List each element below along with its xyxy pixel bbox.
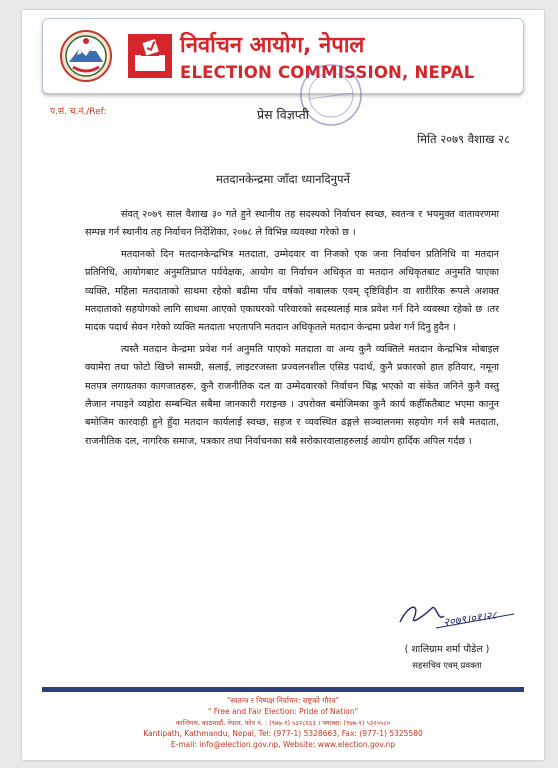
handwritten-signature	[396, 596, 516, 636]
paragraph: मतदानको दिन मतदानकेन्द्रभित्र मतदाता, उम्मेदवार वा निजको एक जना निर्वाचन प्रतिनिधि वा मतदान प्रतिनिधि, आयोगबाट अनुमतिप्राप्त पर्यवेक्षक, आयोग वा निर्वाचन अधिकृत वा मतदान अधिकृतबाट अनुमति पाएका व्यक्ति, महिला मतदाताको साथमा रहेको बढीमा पाँच वर्षको नाबालक एवम् दृष्टिविहीन वा शारीरिक रूपले अशक्त मतदाताको सहयोगको लागि साथमा आएको एकाघरको परिवारको सदस्यलाई मात्र प्रवेश गर्न दिने व्यवस्था रहेको छ ।तर मादक पदार्थ सेवन गरेको व्यक्ति मतदाता भएतापनि मतदान अधिकृतले मतदान केन्द्रमा प्रवेश गर्न दिनु हुदैन ।	[85, 248, 499, 334]
document-title: प्रेस विज्ञप्ती	[257, 107, 309, 122]
subject-heading: मतदानकेन्द्रमा जाँदा ध्यानदिनुपर्ने	[216, 172, 350, 186]
signatory-name: ( शालिग्राम शर्मा पौडेल )	[404, 644, 490, 655]
body-text	[85, 206, 499, 454]
date-line: मिति २०७९ वैशाख २८	[417, 132, 510, 146]
footer-address-english: Kantipath, Kathmandu, Nepal, Tel: (977-1) 5328663, Fax: (977-1) 5325580	[143, 729, 423, 738]
footer-divider	[42, 687, 524, 692]
paragraph: त्यस्तै मतदान केन्द्रमा प्रवेश गर्न अनुमति पाएको मतदाता वा अन्य कुनै व्यक्तिले मतदान केन्द्रभित्र मोबाइल क्यामेरा तथा फोटो खिच्ने सामग्री, सलाई, लाइटरजस्ता प्रज्वलनशील एसिड पदार्थ, कुनै प्रकारको हात हतियार, नमूना मतपत्र लगायतका कागजातहरू, कुनै राजनीतिक दल वा उम्मेदवारको निर्वाचन चिह्न भएको वा संकेत जनिने कुनै वस्तु लैजान नपाइने व्यहोरा सम्बन्धित सबैमा जानकारी गराइन्छ । उपरोक्त बमोजिमका कुनै कार्य कहीँकतैबाट भएमा कानुन बमोजिम कारवाही हुने हुँदा मतदान कार्यलाई स्वच्छ, सहज र व्यवस्थित ढङ्गले सञ्चालनमा सहयोग गर्न सबै मतदाता, राजनीतिक दल, नागरिक समाज, पत्रकार तथा निर्वाचनका सबै सरोकारवालाहरुलाई आयोग हार्दिक अपिल गर्दछ ।	[85, 343, 499, 447]
signatory-title: सहसचिव एवम् प्रवक्ता	[412, 661, 482, 671]
footer-motto-english: " Free and Fair Election: Pride of Nation"	[207, 707, 359, 716]
footer-address-nepali: कान्तिपथ, काठमाडौं, नेपाल, फोन नं. : (९७७-१) ५३२८६६३ । फ्याक्स: (९७७-१) ५३२५५८०	[175, 719, 391, 727]
reference-number-label: प.सं. च.नं./Ref:	[50, 107, 107, 117]
svg-text:२०७९।०१।२८: २०७९।०१।२८	[442, 608, 499, 629]
org-name-nepali: निर्वाचन आयोग, नेपाल	[180, 33, 365, 58]
footer-contact: E-mail: info@election.gov.np, Website: www.election.gov.np	[170, 740, 396, 749]
letterhead	[42, 18, 524, 94]
national-emblem-icon	[59, 29, 113, 83]
paragraph: संवत् २०७९ साल वैशाख ३० गते हुने स्थानीय तह सदस्यको निर्वाचन स्वच्छ, स्वतन्त्र र भयमुक्त वातावरणमा सम्पन्न गर्न स्थानीय तह निर्वाचन निर्देशिका, २०७८ ले विभिन्न व्यवस्था गरेको छ ।	[85, 209, 499, 239]
ballot-box-logo-icon	[127, 33, 173, 79]
footer-motto-nepali: "स्वतन्त्र र निष्पक्ष निर्वाचन: राष्ट्रको गौरव"	[226, 696, 340, 705]
org-name-english: ELECTION COMMISSION, NEPAL	[180, 63, 475, 82]
letter-page	[22, 10, 544, 760]
